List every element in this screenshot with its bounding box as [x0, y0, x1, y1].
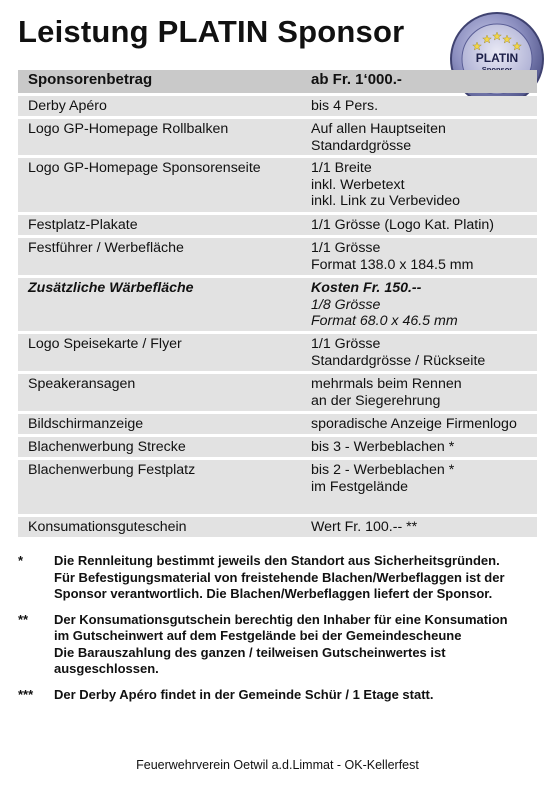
row-label: Derby Apéro [28, 98, 107, 114]
row-value: Kosten Fr. 150.-- 1/8 Grösse Format 68.0 x 46.5 mm [311, 280, 458, 329]
row-label: Logo GP-Homepage Sponsorenseite [28, 160, 261, 176]
table-row [18, 215, 537, 235]
row-label: Festführer / Werbefläche [28, 240, 184, 256]
header-amount-value: ab Fr. 1‘000.- [311, 71, 402, 88]
row-label: Zusätzliche Wärbefläche [28, 280, 194, 296]
table-row [18, 374, 537, 411]
row-value: 1/1 Grösse Standardgrösse / Rückseite [311, 336, 486, 369]
table-row [18, 158, 537, 212]
services-table [18, 70, 537, 540]
row-value: 1/1 Grösse (Logo Kat. Platin) [311, 217, 494, 233]
footnote-text: Der Konsumationsgutschein berechtig den Inhaber für eine Konsumation im Gutscheinwert auf dem Festgelände bei der Gemeindescheune Die Barauszahlung des ganzen / teilweisen Gutscheinwertes ist ausgeschlossen. [54, 611, 508, 676]
table-row [18, 460, 537, 514]
row-label: Festplatz-Plakate [28, 217, 138, 233]
footnote-marker: *** [18, 686, 34, 702]
table-row [18, 334, 537, 371]
footnote [18, 612, 537, 678]
table-row [18, 278, 537, 331]
row-label: Speakeransagen [28, 376, 136, 392]
table-header-row [18, 70, 537, 93]
row-label: Logo Speisekarte / Flyer [28, 336, 182, 352]
footnote-text: Die Rennleitung bestimmt jeweils den Standort aus Sicherheitsgründen. Für Befestigungsmaterial von freistehende Blachen/Werbeflaggen ist der Sponsor verantwortlich. Die Blachen/Werbeflaggen liefert der Sponsor. [54, 553, 505, 601]
table-row [18, 517, 537, 537]
table-row [18, 119, 537, 155]
row-value: mehrmals beim Rennen an der Siegerehrung [311, 376, 462, 409]
page-footer: Feuerwehrverein Oetwil a.d.Limmat - OK-Kellerfest [136, 758, 419, 772]
footnote-text: Der Derby Apéro findet in der Gemeinde Schür / 1 Etage statt. [54, 686, 434, 702]
row-value: Wert Fr. 100.-- ** [311, 519, 418, 535]
row-label: Konsumationsguteschein [28, 519, 187, 535]
table-row [18, 238, 537, 275]
table-row [18, 437, 537, 457]
footnotes [18, 553, 537, 712]
seal-title: PLATIN [475, 51, 519, 65]
row-value: bis 2 - Werbeblachen * im Festgelände [311, 462, 455, 495]
row-label: Blachenwerbung Strecke [28, 439, 186, 455]
page-title: Leistung PLATIN Sponsor [18, 14, 405, 49]
table-row [18, 96, 537, 116]
row-value: sporadische Anzeige Firmenlogo [311, 416, 517, 432]
row-value: 1/1 Grösse Format 138.0 x 184.5 mm [311, 240, 474, 273]
row-value: bis 3 - Werbeblachen * [311, 439, 455, 455]
footnote [18, 553, 537, 603]
footnote-marker: * [18, 553, 24, 568]
footnote [18, 687, 537, 704]
row-value: bis 4 Pers. [311, 98, 379, 114]
row-label: Blachenwerbung Festplatz [28, 462, 196, 478]
row-value: 1/1 Breite inkl. Werbetext inkl. Link zu Verbevideo [311, 160, 461, 209]
row-value: Auf allen Hauptseiten Standardgrösse [311, 121, 446, 154]
table-row [18, 414, 537, 434]
row-label: Bildschirmanzeige [28, 416, 144, 432]
footnote-marker: ** [18, 611, 29, 627]
header-amount-label: Sponsorenbetrag [28, 71, 153, 88]
row-label: Logo GP-Homepage Rollbalken [28, 121, 229, 137]
